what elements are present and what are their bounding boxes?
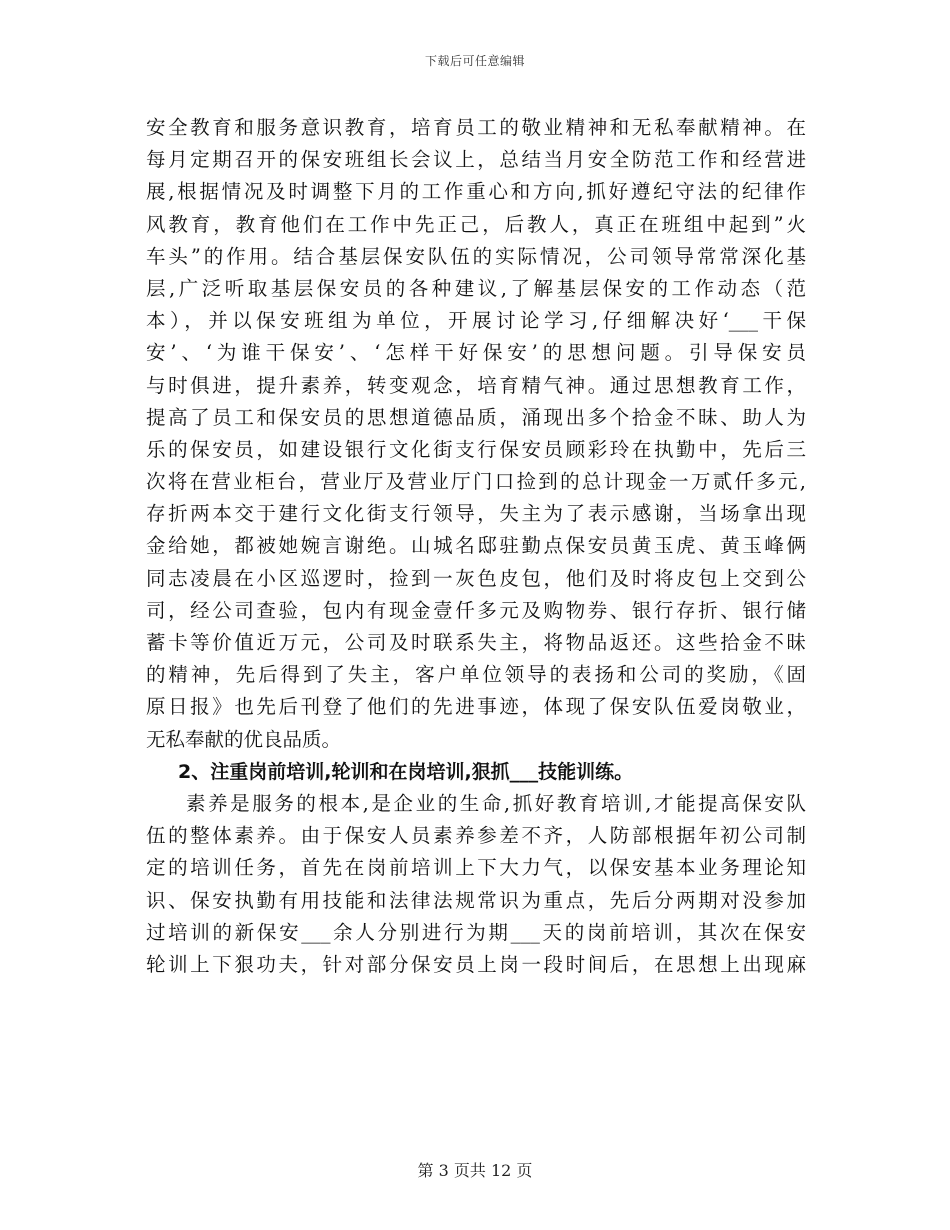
paragraph-line: 定的培训任务，首先在岗前培训上下大力气，以保安基本业务理论知 — [146, 856, 806, 880]
paragraph-line: 无私奉献的优良品质。 — [146, 727, 342, 751]
paragraph-line: 金给她，都被她婉言谢绝。山城名邸驻勤点保安员黄玉虎、黄玉峰俩 — [146, 534, 806, 558]
paragraph-line: 安全教育和服务意识教育，培育员工的敬业精神和无私奉献精神。在 — [146, 116, 806, 139]
paragraph-line: 素养是服务的根本,是企业的生命,抓好教育培训,才能提高保安队 — [186, 791, 806, 815]
paragraph-line: 次将在营业柜台，营业厅及营业厅门口捡到的总计现金一万贰仟多元, — [146, 470, 806, 494]
paragraph-line: 的精神，先后得到了失主，客户单位领导的表扬和公司的奖励，《固 — [146, 663, 806, 687]
paragraph-line: 本），并以保安班组为单位，开展讨论学习,仔细解决好‘___干保 — [146, 309, 806, 333]
paragraph-line: 风教育，教育他们在工作中先正己，后教人，真正在班组中起到”火 — [146, 212, 806, 236]
paragraph-line: 识、保安执勤有用技能和法律法规常识为重点，先后分两期对没参加 — [146, 888, 806, 912]
page-header: 下载后可任意编辑 — [424, 54, 525, 68]
paragraph-line: 每月定期召开的保安班组长会议上，总结当月安全防范工作和经营进 — [146, 148, 806, 172]
paragraph-line: 司，经公司查验，包内有现金壹仟多元及购物券、银行存折、银行储 — [146, 598, 806, 622]
paragraph-line: 存折两本交于建行文化街支行领导，失主为了表示感谢，当场拿出现 — [146, 502, 806, 526]
page-footer: 第 3 页共 12 页 — [417, 1161, 533, 1180]
paragraph-line: 层,广泛听取基层保安员的各种建议,了解基层保安的工作动态（范 — [146, 276, 806, 300]
paragraph-line: 展,根据情况及时调整下月的工作重心和方向,抓好遵纪守法的纪律作 — [146, 180, 806, 204]
paragraph-line: 车头”的作用。结合基层保安队伍的实际情况，公司领导常常深化基 — [146, 244, 806, 268]
document-body — [146, 112, 806, 981]
paragraph-line: 安’、‘为谁干保安’、‘怎样干好保安’的思想问题。引导保安员 — [146, 341, 806, 365]
paragraph-line: 蓄卡等价值近万元，公司及时联系失主，将物品返还。这些拾金不昧 — [146, 631, 806, 654]
paragraph-line: 同志凌晨在小区巡逻时，捡到一灰色皮包，他们及时将皮包上交到公 — [146, 566, 806, 590]
paragraph-line: 乐的保安员，如建设银行文化街支行保安员顾彩玲在执勤中，先后三 — [146, 437, 806, 461]
paragraph-line: 提高了员工和保安员的思想道德品质，涌现出多个拾金不昧、助人为 — [146, 405, 806, 429]
paragraph-line: 过培训的新保安___余人分别进行为期___天的岗前培训，其次在保安 — [146, 920, 806, 944]
paragraph-line: 轮训上下狠功夫，针对部分保安员上岗一段时间后，在思想上出现麻 — [146, 952, 806, 976]
paragraph-line: 伍的整体素养。由于保安人员素养参差不齐，人防部根据年初公司制 — [146, 824, 806, 848]
paragraph-line: 与时俱进，提升素养，转变观念，培育精气神。通过思想教育工作， — [146, 373, 806, 397]
section-heading: 2、注重岗前培训,轮训和在岗培训,狠抓___技能训练。 — [178, 760, 634, 783]
paragraph-line: 原日报》也先后刊登了他们的先进事迹，体现了保安队伍爱岗敬业， — [146, 695, 806, 719]
